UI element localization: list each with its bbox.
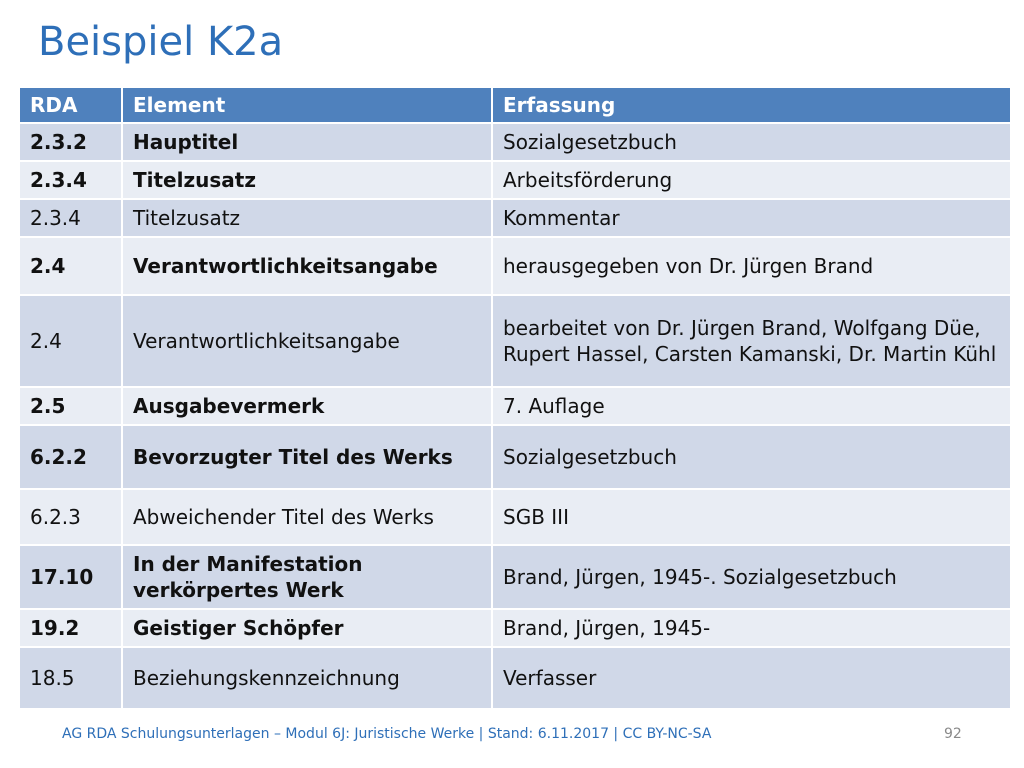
cell-rda: 2.3.2 [19, 123, 122, 161]
cell-element: Titelzusatz [122, 199, 492, 237]
cell-rda: 2.5 [19, 387, 122, 425]
cell-erfassung: Verfasser [492, 647, 1011, 709]
column-header-element: Element [122, 87, 492, 123]
cell-erfassung: Arbeitsförderung [492, 161, 1011, 199]
cell-element: Verantwortlichkeitsangabe [122, 295, 492, 387]
cell-rda: 2.3.4 [19, 161, 122, 199]
cell-element: Geistiger Schöpfer [122, 609, 492, 647]
cell-element: Hauptitel [122, 123, 492, 161]
cell-rda: 2.4 [19, 237, 122, 295]
table-row [19, 295, 1011, 387]
cell-rda: 6.2.3 [19, 489, 122, 545]
cell-rda: 2.4 [19, 295, 122, 387]
table-row [19, 161, 1011, 199]
cell-erfassung: herausgegeben von Dr. Jürgen Brand [492, 237, 1011, 295]
table-row [19, 237, 1011, 295]
cell-rda: 18.5 [19, 647, 122, 709]
cell-element: Ausgabevermerk [122, 387, 492, 425]
cell-erfassung: bearbeitet von Dr. Jürgen Brand, Wolfgang Düe, Rupert Hassel, Carsten Kamanski, Dr. Martin Kühl [492, 295, 1011, 387]
column-header-rda: RDA [19, 87, 122, 123]
cell-element: Beziehungskennzeichnung [122, 647, 492, 709]
footer-text: AG RDA Schulungsunterlagen – Modul 6J: Juristische Werke | Stand: 6.11.2017 | CC BY-NC-SA [62, 726, 712, 742]
cell-erfassung: Sozialgesetzbuch [492, 425, 1011, 489]
table-row [19, 609, 1011, 647]
column-header-erfassung: Erfassung [492, 87, 1011, 123]
page-title: Beispiel K2a [38, 19, 284, 65]
cell-rda: 6.2.2 [19, 425, 122, 489]
table-row [19, 123, 1011, 161]
table-row [19, 425, 1011, 489]
table-row [19, 647, 1011, 709]
table-row [19, 489, 1011, 545]
cell-erfassung: SGB III [492, 489, 1011, 545]
table-header-row [19, 87, 1011, 123]
page-number: 92 [944, 726, 962, 742]
cell-rda: 19.2 [19, 609, 122, 647]
cell-element: Bevorzugter Titel des Werks [122, 425, 492, 489]
table-row [19, 545, 1011, 609]
table-row [19, 387, 1011, 425]
cell-rda: 2.3.4 [19, 199, 122, 237]
cell-element: Verantwortlichkeitsangabe [122, 237, 492, 295]
cell-erfassung: Kommentar [492, 199, 1011, 237]
cell-erfassung: Brand, Jürgen, 1945-. Sozialgesetzbuch [492, 545, 1011, 609]
rda-table [18, 86, 1012, 710]
table-row [19, 199, 1011, 237]
cell-element: Abweichender Titel des Werks [122, 489, 492, 545]
cell-rda: 17.10 [19, 545, 122, 609]
cell-erfassung: Sozialgesetzbuch [492, 123, 1011, 161]
cell-erfassung: 7. Auflage [492, 387, 1011, 425]
cell-erfassung: Brand, Jürgen, 1945- [492, 609, 1011, 647]
cell-element: Titelzusatz [122, 161, 492, 199]
cell-element: In der Manifestation verkörpertes Werk [122, 545, 492, 609]
